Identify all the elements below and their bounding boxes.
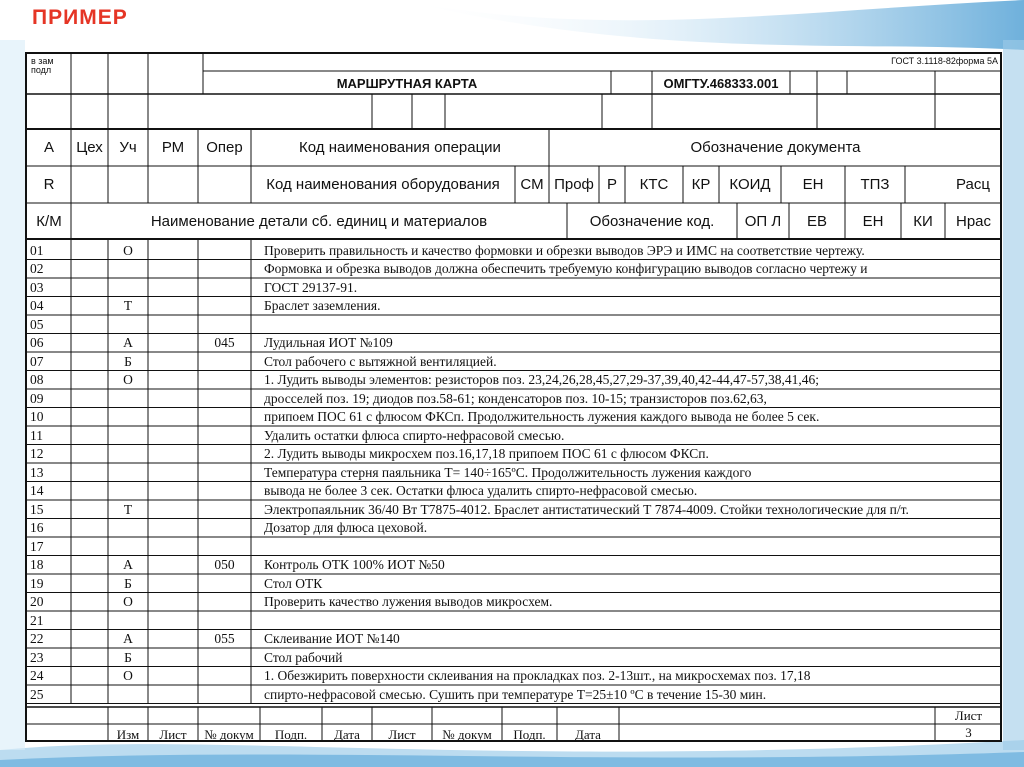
row-operation-number xyxy=(198,389,251,408)
row-text: припоем ПОС 61 с флюсом ФКСп. Продолжительность лужения каждого вывода не более 5 сек. xyxy=(264,409,820,424)
row-text: спирто-нефрасовой смесью. Сушить при температуре Т=25±10 ºС в течение 15-30 мин. xyxy=(264,686,767,702)
row-text: Электропаяльник 36/40 Вт Т7875-4012. Браслет антистатический Т 7874-4009. Стойки технологические для п/т. xyxy=(264,501,909,517)
gost-form-label: ГОСТ 3.1118-82форма 5А xyxy=(891,57,998,66)
row-text: Проверить правильность и качество формовки и обрезки выводов ЭРЭ и ИМС на соответствие чертежу. xyxy=(264,242,865,258)
row-text: 1. Обезжирить поверхности склеивания на прокладках поз. 2-13шт., на микросхемах поз. 17,18 xyxy=(264,668,811,683)
row-section-code xyxy=(108,519,148,538)
row-text: Стол рабочий xyxy=(264,649,343,665)
row-text: 2. Лудить выводы микросхем поз.16,17,18 припоем ПОС 61 с флюсом ФКСп. xyxy=(264,446,709,461)
col-a: А xyxy=(43,139,54,156)
row-number: 11 xyxy=(30,427,43,443)
footer-sheet-label: Лист xyxy=(954,707,983,723)
row-number: 05 xyxy=(30,316,44,332)
footer-signature-2: Подп. xyxy=(513,726,546,742)
document-code: ОМГТУ.468333.001 xyxy=(663,75,779,91)
row-operation-number xyxy=(198,426,251,445)
row-number: 23 xyxy=(30,649,44,665)
row-operation-number xyxy=(198,463,251,482)
row-number: 13 xyxy=(30,464,44,480)
row-number: 24 xyxy=(30,668,44,683)
row-text: вывода не более 3 сек. Остатки флюса удалить спирто-нефрасовой смесью. xyxy=(264,483,698,498)
col-code-designation: Обозначение код. xyxy=(589,212,715,230)
row-text: Формовка и обрезка выводов должна обеспечить требуемую конфигурацию выводов согласно чертежу и xyxy=(264,261,868,276)
row-operation-number: 045 xyxy=(214,335,235,350)
row-section-code xyxy=(108,482,148,501)
row-section-code: А xyxy=(123,631,133,646)
row-operation-number xyxy=(198,315,251,334)
row-operation-number: 055 xyxy=(214,631,235,646)
row-section-code: О xyxy=(123,242,133,258)
footer-sheet-2: Лист xyxy=(388,726,416,742)
col-ki: КИ xyxy=(913,212,933,230)
col-document-designation: Обозначение документа xyxy=(690,139,861,156)
row-number: 12 xyxy=(30,446,44,461)
row-number: 17 xyxy=(30,538,44,554)
footer-doc-number: № докум xyxy=(204,726,254,742)
row-operation-number xyxy=(198,445,251,464)
row-section-code: О xyxy=(123,372,133,387)
row-section-code: Б xyxy=(124,575,132,591)
row-number: 18 xyxy=(30,557,44,572)
row-section-code xyxy=(108,445,148,464)
row-text xyxy=(261,611,1001,630)
row-section-code: Б xyxy=(124,649,132,665)
route-card-form xyxy=(25,52,1002,742)
row-text: Склеивание ИОТ №140 xyxy=(264,631,400,646)
col-equipment-code: Код наименования оборудования xyxy=(266,176,500,193)
row-section-code xyxy=(108,685,148,704)
row-text: 1. Лудить выводы элементов: резисторов поз. 23,24,26,28,45,27,29-37,39,40,42-44,47-57,38,41,46; xyxy=(264,372,820,387)
col-r: R xyxy=(43,176,55,193)
row-operation-number xyxy=(198,593,251,612)
footer-change: Изм xyxy=(116,726,140,742)
col-koid: КОИД xyxy=(729,176,771,193)
row-operation-number xyxy=(198,611,251,630)
row-operation-number xyxy=(198,685,251,704)
row-text: дросселей поз. 19; диодов поз.58-61; конденсаторов поз. 10-15; транзисторов поз.62,63, xyxy=(264,390,767,406)
row-number: 04 xyxy=(30,298,44,313)
row-section-code: Б xyxy=(124,353,132,369)
row-operation-number xyxy=(198,352,251,371)
stamp-label: в зам подл xyxy=(31,57,54,76)
row-section-code: А xyxy=(123,335,133,350)
col-sm: СМ xyxy=(520,176,544,193)
col-tpz: ТПЗ xyxy=(860,176,890,193)
row-section-code xyxy=(108,426,148,445)
row-text: Браслет заземления. xyxy=(264,298,381,313)
row-text: Стол ОТК xyxy=(264,575,323,591)
row-number: 03 xyxy=(30,279,44,295)
row-text: Температура стерня паяльника Т= 140÷165ºС. Продолжительность лужения каждого xyxy=(264,464,752,480)
row-operation-number xyxy=(198,648,251,667)
col-operation: Опер xyxy=(206,139,243,156)
row-text: Проверить качество лужения выводов микросхем. xyxy=(264,594,553,609)
col-opl: ОП Л xyxy=(744,212,782,230)
row-text: ГОСТ 29137-91. xyxy=(264,279,358,295)
row-number: 21 xyxy=(30,612,44,628)
row-operation-number: 050 xyxy=(214,557,235,572)
col-workplace: РМ xyxy=(161,139,185,156)
col-en: ЕН xyxy=(802,176,824,193)
row-section-code xyxy=(108,408,148,427)
row-section-code xyxy=(108,463,148,482)
row-section-code: О xyxy=(123,668,133,683)
row-number: 06 xyxy=(30,335,44,350)
row-number: 09 xyxy=(30,390,44,406)
row-number: 02 xyxy=(30,261,44,276)
col-kts: КТС xyxy=(639,176,669,193)
footer-date: Дата xyxy=(334,726,360,742)
row-number: 16 xyxy=(30,520,44,535)
row-operation-number xyxy=(198,537,251,556)
col-rate: Расц xyxy=(956,176,990,193)
row-number: 25 xyxy=(30,686,44,702)
col-en-2: ЕН xyxy=(862,212,884,230)
row-section-code: А xyxy=(123,557,133,572)
row-section-code: Т xyxy=(123,501,133,517)
row-number: 19 xyxy=(30,575,44,591)
col-p: Р xyxy=(606,176,617,193)
row-operation-number xyxy=(198,371,251,390)
col-operation-code: Код наименования операции xyxy=(299,139,501,156)
row-operation-number xyxy=(198,278,251,297)
col-nrate: Нрас xyxy=(955,212,992,230)
row-section-code: Т xyxy=(123,298,133,313)
row-section-code xyxy=(108,315,148,334)
row-operation-number xyxy=(198,574,251,593)
col-workshop: Цех xyxy=(76,139,103,156)
row-operation-number xyxy=(198,482,251,501)
row-operation-number xyxy=(198,500,251,519)
row-operation-number xyxy=(198,241,251,260)
row-number: 20 xyxy=(30,594,44,609)
col-km: К/М xyxy=(36,212,62,230)
row-section-code: О xyxy=(123,594,133,609)
row-operation-number xyxy=(198,260,251,279)
row-text: Дозатор для флюса цеховой. xyxy=(264,520,428,535)
footer-signature: Подп. xyxy=(274,726,308,742)
footer-date-2: Дата xyxy=(575,726,601,742)
row-section-code xyxy=(108,537,148,556)
col-section: Уч xyxy=(119,139,137,156)
row-number: 07 xyxy=(30,353,44,369)
row-operation-number xyxy=(198,408,251,427)
row-text: Контроль ОТК 100% ИОТ №50 xyxy=(264,557,445,572)
footer-sheet: Лист xyxy=(159,726,187,742)
row-number: 10 xyxy=(30,409,44,424)
col-ev: ЕВ xyxy=(806,212,827,230)
col-kr: КР xyxy=(691,176,711,193)
row-number: 08 xyxy=(30,372,44,387)
footer-sheet-number: 3 xyxy=(965,725,972,740)
card-title: МАРШРУТНАЯ КАРТА xyxy=(336,75,478,91)
row-operation-number xyxy=(198,519,251,538)
row-section-code xyxy=(108,389,148,408)
row-text: Лудильная ИОТ №109 xyxy=(264,335,393,350)
col-part-name: Наименование детали сб. единиц и материалов xyxy=(150,212,488,230)
footer-doc-number-2: № докум xyxy=(442,726,492,742)
row-text: Удалить остатки флюса спирто-нефрасовой смесью. xyxy=(264,427,565,443)
row-section-code xyxy=(108,278,148,297)
slide-title: ПРИМЕР xyxy=(32,6,128,29)
row-number: 01 xyxy=(30,242,44,258)
row-operation-number xyxy=(198,667,251,686)
row-text xyxy=(261,315,1001,334)
row-section-code xyxy=(108,260,148,279)
row-number: 14 xyxy=(30,483,44,498)
col-profession: Проф xyxy=(554,176,594,193)
row-number: 15 xyxy=(30,501,44,517)
row-operation-number xyxy=(198,297,251,316)
row-text xyxy=(261,537,1001,556)
row-section-code xyxy=(108,611,148,630)
row-number: 22 xyxy=(30,631,44,646)
row-text: Стол рабочего с вытяжной вентиляцией. xyxy=(264,353,497,369)
